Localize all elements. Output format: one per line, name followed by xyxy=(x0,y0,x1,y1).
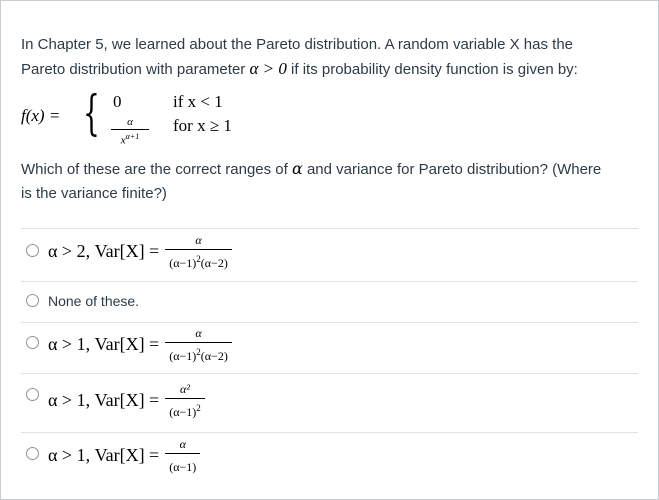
radio-button[interactable] xyxy=(26,447,39,460)
variance-fraction xyxy=(167,233,230,270)
prompt-text xyxy=(21,157,601,206)
intro-line-2-end: if its probability density function is given by: xyxy=(286,61,578,78)
option-formula xyxy=(48,233,230,270)
option-formula xyxy=(48,437,198,474)
answer-option-3[interactable] xyxy=(21,323,638,373)
prompt-alpha: α xyxy=(291,159,303,178)
answer-option-5[interactable] xyxy=(21,433,638,483)
pdf-case2-fraction xyxy=(111,116,149,148)
intro-text xyxy=(21,33,578,82)
fraction-numerator: α xyxy=(165,326,232,343)
pdf-case2-condition: for x ≥ 1 xyxy=(173,116,232,135)
variance-fraction xyxy=(167,437,198,474)
radio-button[interactable] xyxy=(26,244,39,257)
radio-button[interactable] xyxy=(26,294,39,307)
pdf-case2-numerator: α xyxy=(111,116,149,130)
fraction-denominator: $(\alpha-1)^2(\alpha-2)$ xyxy=(169,347,228,363)
fraction-numerator: α xyxy=(165,437,200,454)
pdf-case1-value: 0 xyxy=(113,92,122,111)
variance-fraction xyxy=(167,382,203,419)
variance-fraction xyxy=(167,326,230,363)
option-lhs: α > 2, Var[X] = xyxy=(48,241,160,261)
brace-symbol: { xyxy=(83,85,100,141)
prompt-line-1-start: Which of these are the correct ranges of xyxy=(21,161,292,178)
fraction-numerator: α² xyxy=(165,382,205,399)
option-text: None of these. xyxy=(48,293,140,309)
answer-option-1[interactable] xyxy=(21,229,638,281)
radio-button[interactable] xyxy=(26,388,39,401)
option-lhs: α > 1, Var[X] = xyxy=(48,334,160,354)
pdf-lhs: f(x) = xyxy=(21,106,61,125)
option-lhs: α > 1, Var[X] = xyxy=(48,445,160,465)
fraction-denominator: $(\alpha-1)^2(\alpha-2)$ xyxy=(169,254,228,270)
fraction-numerator: α xyxy=(165,233,232,250)
pdf-formula xyxy=(21,85,281,147)
pdf-case1-condition: if x < 1 xyxy=(173,92,223,111)
prompt-line-2: is the variance finite?) xyxy=(21,185,167,202)
intro-line-1: In Chapter 5, we learned about the Pareto distribution. A random variable X has the xyxy=(21,36,574,53)
option-lhs: α > 1, Var[X] = xyxy=(48,390,160,410)
pdf-case2-denominator: $x^{\alpha+1}$ xyxy=(120,132,140,147)
option-formula xyxy=(48,382,203,419)
option-formula xyxy=(48,326,230,363)
radio-button[interactable] xyxy=(26,336,39,349)
fraction-denominator: (α−1) xyxy=(169,460,197,474)
intro-line-2-start: Pareto distribution with parameter xyxy=(21,61,250,78)
answer-option-4[interactable] xyxy=(21,374,638,432)
answer-option-2[interactable] xyxy=(21,282,638,322)
alpha-condition: α > 0 xyxy=(249,59,287,78)
fraction-denominator: $(\alpha-1)^2$ xyxy=(169,403,201,419)
prompt-line-1-end: and variance for Pareto distribution? (Where xyxy=(302,161,602,178)
